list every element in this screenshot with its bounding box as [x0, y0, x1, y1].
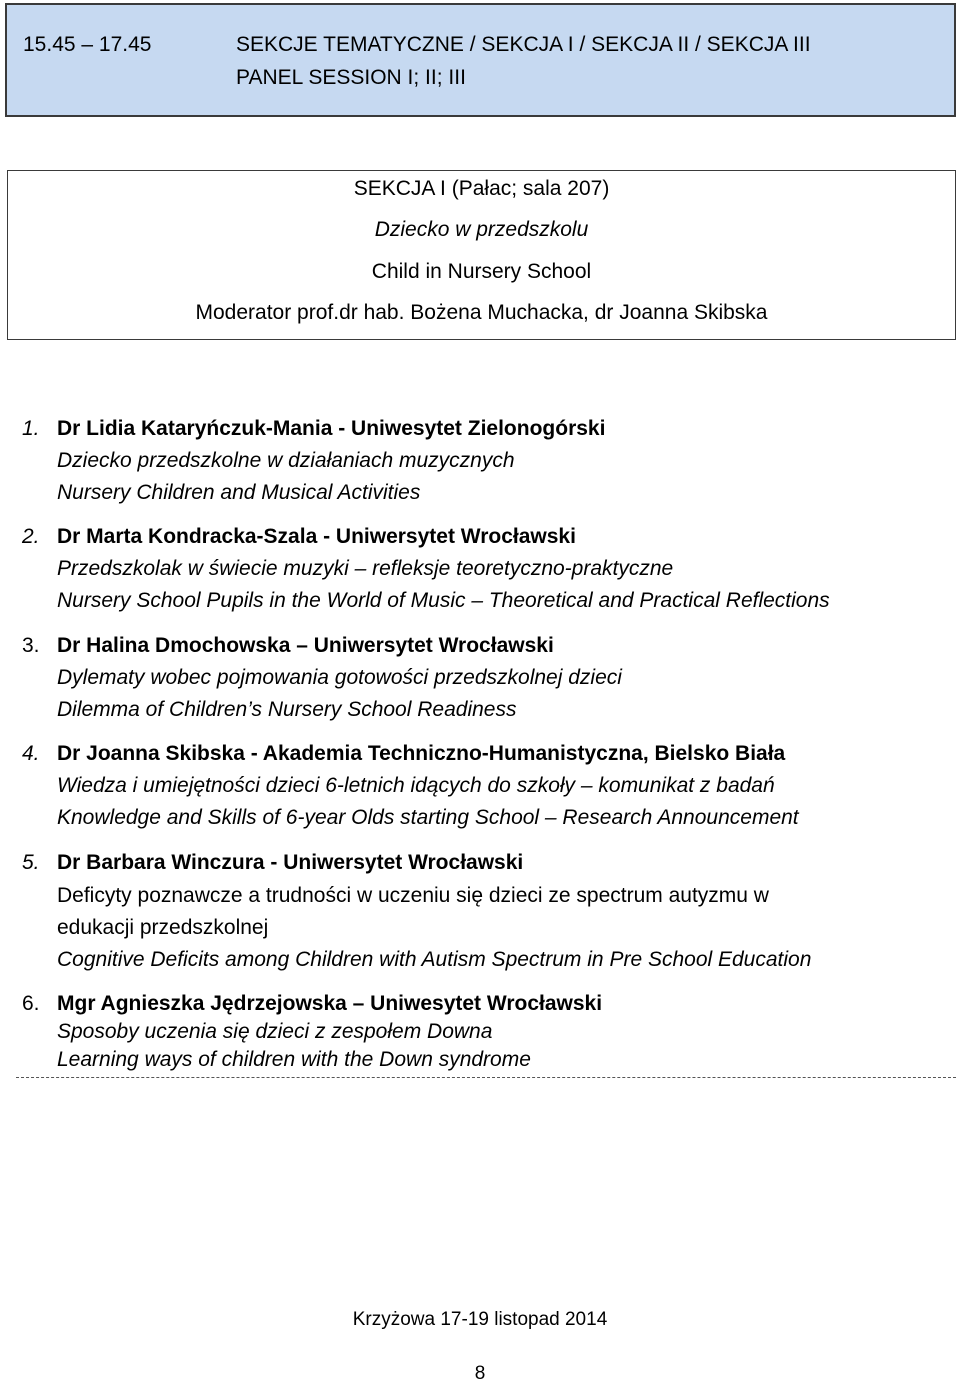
item-number: 5. [22, 851, 40, 874]
section-box [7, 170, 956, 340]
item-title-en: Dilemma of Children’s Nursery School Readiness [57, 698, 517, 721]
item-number: 6. [22, 992, 40, 1015]
session-header-box [5, 3, 956, 117]
session-title-en: PANEL SESSION I; II; III [236, 66, 466, 89]
item-title-pl: Sposoby uczenia się dzieci z zespołem Downa [57, 1020, 493, 1043]
item-title-pl-continued: edukacji przedszkolnej [57, 916, 269, 939]
item-speaker: Dr Lidia Kataryńczuk-Mania - Uniwesytet Zielonogórski [57, 417, 606, 440]
item-speaker: Mgr Agnieszka Jędrzejowska – Uniwesytet Wrocławski [57, 992, 603, 1015]
item-number: 1. [22, 417, 40, 440]
item-title-en: Learning ways of children with the Down syndrome [57, 1048, 531, 1071]
item-speaker: Dr Halina Dmochowska – Uniwersytet Wrocławski [57, 634, 554, 657]
item-title-en: Nursery Children and Musical Activities [57, 481, 421, 504]
page-number: 8 [474, 1363, 486, 1384]
item-number: 4. [22, 742, 40, 765]
footer-text: Krzyżowa 17-19 listopad 2014 [352, 1309, 608, 1330]
item-number: 3. [22, 634, 40, 657]
item-title-pl: Dylematy wobec pojmowania gotowości przedszkolnej dzieci [57, 666, 622, 689]
item-speaker: Dr Barbara Winczura - Uniwersytet Wrocławski [57, 851, 524, 874]
item-number: 2. [22, 525, 40, 548]
section-subtitle-pl: Dziecko w przedszkolu [374, 218, 589, 241]
section-moderator: Moderator prof.dr hab. Bożena Muchacka, dr Joanna Skibska [195, 301, 768, 324]
item-speaker: Dr Marta Kondracka-Szala - Uniwersytet Wrocławski [57, 525, 576, 548]
item-title-pl: Wiedza i umiejętności dzieci 6-letnich idących do szkoły – komunikat z badań [57, 774, 775, 797]
item-title-en: Nursery School Pupils in the World of Music – Theoretical and Practical Reflections [57, 589, 830, 612]
session-time: 15.45 – 17.45 [23, 33, 152, 56]
item-title-pl: Dziecko przedszkolne w działaniach muzycznych [57, 449, 515, 472]
item-title-en: Cognitive Deficits among Children with Autism Spectrum in Pre School Education [57, 948, 812, 971]
item-title-pl: Przedszkolak w świecie muzyki – refleksje teoretyczno-praktyczne [57, 557, 674, 580]
item-title-en: Knowledge and Skills of 6-year Olds starting School – Research Announcement [57, 806, 799, 829]
item-title-pl: Deficyty poznawcze a trudności w uczeniu się dzieci ze spectrum autyzmu w [57, 884, 769, 907]
session-title: SEKCJE TEMATYCZNE / SEKCJA I / SEKCJA II / SEKCJA III [236, 33, 811, 56]
section-subtitle-en: Child in Nursery School [371, 260, 592, 283]
dotted-divider [16, 1077, 956, 1078]
section-title: SEKCJA I (Pałac; sala 207) [353, 177, 610, 200]
item-speaker: Dr Joanna Skibska - Akademia Techniczno-Humanistyczna, Bielsko Biała [57, 742, 786, 765]
